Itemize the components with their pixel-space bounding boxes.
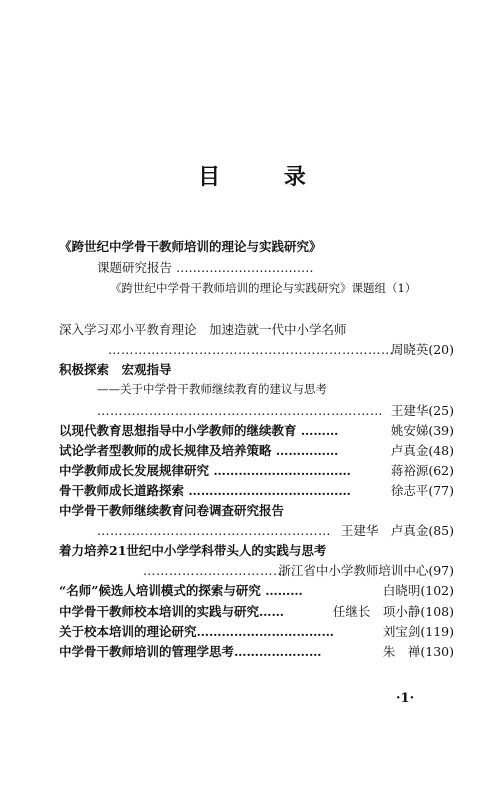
toc-entry-title: 中学骨干教师校本培训的实践与研究…… xyxy=(59,604,285,619)
toc-entry-author: 白晓明(102) xyxy=(382,583,454,598)
page-title: 目 录 xyxy=(198,164,334,190)
toc-entry-title: 以现代教育思想指导中小学教师的继续教育 ……… xyxy=(59,423,339,438)
toc-entry-title: 《跨世纪中学骨干教师培训的理论与实践研究》 xyxy=(59,239,322,254)
toc-entry-author: 任继长 项小静(108) xyxy=(332,604,454,619)
toc-entry-author: 王建华 卢真金(85) xyxy=(340,523,454,538)
toc-entry-subtitle: ——关于中学骨干教师继续教育的建议与思考 xyxy=(97,382,327,396)
page-number: ·1· xyxy=(396,691,415,706)
toc-leader-dots: …………………………… xyxy=(143,563,286,578)
toc-entry-author: 王建华(25) xyxy=(390,403,454,418)
toc-entry-title: 中学骨干教师培训的管理学思考………………… xyxy=(59,644,322,659)
toc-entry-title: 中学教师成长发展规律研究 …………………………… xyxy=(59,463,351,478)
toc-entry-title: 深入学习邓小平教育理论 加速造就一代中小学名师 xyxy=(59,322,347,337)
toc-entry-title: 着力培养21世纪中小学学科带头人的实践与思考 xyxy=(59,543,327,558)
toc-entry-author: 徐志平(77) xyxy=(390,483,454,498)
toc-leader-dots: ………………………………………………………… xyxy=(97,403,383,418)
toc-entry-subtitle: 课题研究报告 …………………………… xyxy=(97,260,314,275)
toc-entry-title: 关于校本培训的理论研究…………………………… xyxy=(59,624,335,639)
toc-entry-title: 试论学者型教师的成长规律及培养策略 …………… xyxy=(59,443,339,458)
toc-entry-title: 积极探索 宏观指导 xyxy=(59,362,172,377)
toc-entry-author: 蒋裕源(62) xyxy=(390,463,454,478)
toc-entry-author: 周晓英(20) xyxy=(390,342,454,357)
toc-entry-author: 《跨世纪中学骨干教师培训的理论与实践研究》课题组（1） xyxy=(110,281,417,295)
toc-entry-author: 浙江省中小学教师培训中心(97) xyxy=(278,563,454,578)
toc-entry-author: 刘宝剑(119) xyxy=(382,624,454,639)
toc-entry-title: 骨干教师成长道路探索 ………………………………… xyxy=(59,483,351,498)
toc-entry-title: “名师”候选人培训模式的探索与研究 ……… xyxy=(59,583,303,598)
toc-entry-title: 中学骨干教师继续教育问卷调查研究报告 xyxy=(59,503,285,518)
toc-leader-dots: ……………………………………………… xyxy=(97,523,331,538)
toc-entry-author: 卢真金(48) xyxy=(390,443,454,458)
toc-entry-author: 姚安娣(39) xyxy=(390,423,454,438)
toc-leader-dots: ………………………………………………………… xyxy=(108,342,394,357)
toc-entry-author: 朱 禅(130) xyxy=(382,644,454,659)
